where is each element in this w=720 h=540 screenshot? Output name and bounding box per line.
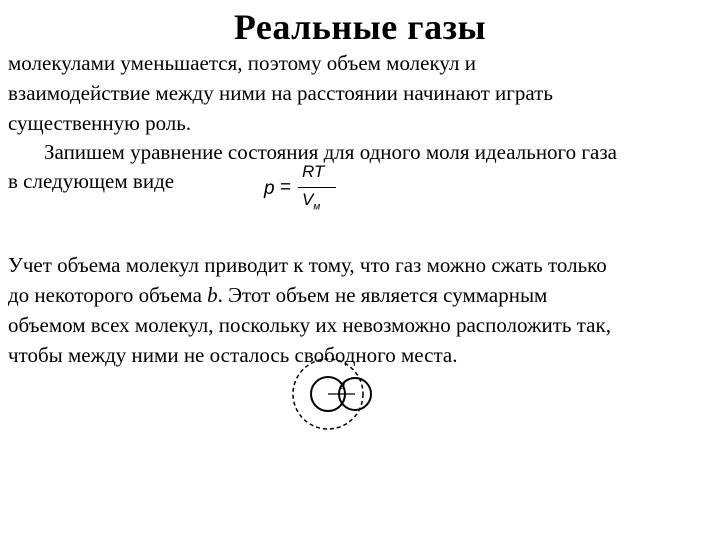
diameter-label: d bbox=[340, 381, 345, 392]
paragraph-1-line-1: молекулами уменьшается, поэтому объем молекул и bbox=[8, 51, 476, 75]
ideal-gas-formula bbox=[262, 160, 342, 216]
formula-equals: = bbox=[280, 177, 292, 198]
paragraph-3-line-4: чтобы между ними не осталось свободного места. bbox=[8, 343, 458, 367]
paragraph-2-line-1: Запишем уравнение состояния для одного моля идеального газа bbox=[44, 140, 617, 164]
paragraph-3-line-2: до некоторого объема b. Этот объем не является суммарным bbox=[8, 283, 548, 307]
molecules-diagram bbox=[284, 356, 384, 440]
formula-fraction-bar bbox=[298, 187, 336, 188]
paragraph-2-line-2: в следующем виде bbox=[8, 169, 175, 193]
slide-title: Реальные газы bbox=[233, 7, 487, 47]
formula-denominator: $V_м$ bbox=[302, 190, 321, 213]
paragraph-3-line-1: Учет объема молекул приводит к тому, что газ можно сжать только bbox=[8, 253, 607, 277]
formula-denominator-subscript: м bbox=[313, 201, 321, 213]
paragraph-1-line-2: взаимодействие между ними на расстоянии начинают играть bbox=[8, 81, 553, 105]
paragraph-1-line-3: существенную роль. bbox=[8, 111, 192, 135]
volume-b-symbol: b bbox=[207, 283, 218, 307]
formula-numerator: RT bbox=[302, 162, 325, 181]
formula-pressure: p bbox=[264, 178, 275, 199]
paragraph-3-line-3: объемом всех молекул, поскольку их невозможно расположить так, bbox=[8, 313, 611, 337]
